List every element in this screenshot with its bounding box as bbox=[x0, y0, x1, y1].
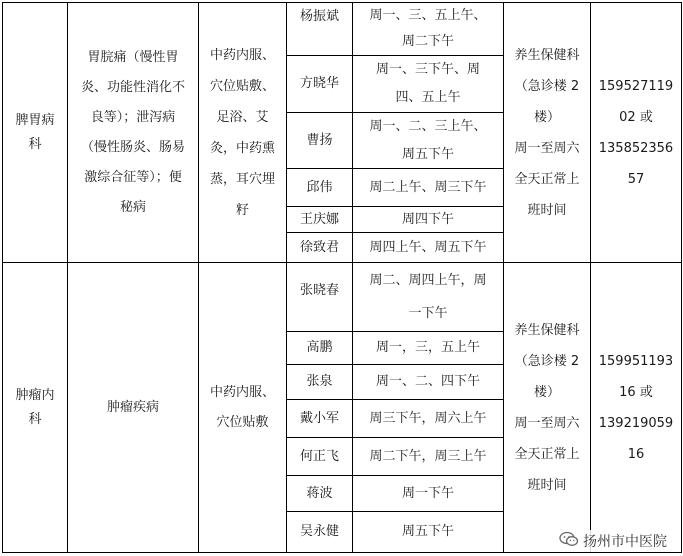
doctor-schedule: 周三下午，周六上午 bbox=[369, 410, 487, 426]
watermark bbox=[555, 530, 671, 552]
phone-cell: 159951193 16 或 139219059 16 bbox=[598, 353, 674, 462]
doctor-name: 高鹏 bbox=[306, 340, 333, 355]
watermark-text: 扬州市中医院 bbox=[583, 534, 667, 550]
doctor-schedule: 周四下午 bbox=[401, 211, 454, 227]
department-cell: 肿瘤内 科 bbox=[15, 387, 55, 427]
diseases-cell: 胃脘痛（慢性胃 炎、功能性消化不 良等）；泄泻病 （慢性肠炎、肠易 激综合征等）；便 秘病 bbox=[80, 49, 185, 215]
doctor-name: 王庆娜 bbox=[299, 211, 339, 227]
doctor-schedule: 周四上午、周五下午 bbox=[369, 239, 487, 255]
doctor-name: 何正飞 bbox=[299, 448, 339, 464]
phone-cell: 159527119 02 或 135852356 57 bbox=[598, 78, 674, 187]
location-cell: 养生保健科 （急诊楼 2 楼） 周一至周六 全天正常上 班时间 bbox=[514, 47, 580, 218]
doctor-schedule: 周二下午，周三上午 bbox=[369, 448, 487, 464]
table-border-bottom bbox=[2, 552, 681, 553]
treatment-cell: 中药内服、 穴位贴敷 bbox=[209, 384, 275, 430]
treatment-cell: 中药内服、 穴位贴敷、 足浴、艾 灸，中药熏 蒸，耳穴埋 籽 bbox=[209, 47, 275, 218]
doctor-name: 徐致君 bbox=[299, 239, 339, 255]
table-border-right bbox=[681, 2, 682, 553]
diseases-cell: 肿瘤疾病 bbox=[106, 399, 159, 415]
location-cell: 养生保健科 （急诊楼 2 楼） 周一至周六 全天正常上 班时间 bbox=[514, 322, 580, 493]
wechat-icon bbox=[559, 531, 579, 551]
doctor-schedule: 周一，三，五上午 bbox=[375, 340, 480, 355]
doctor-name: 戴小军 bbox=[299, 410, 339, 426]
doctor-schedule: 周二上午、周三下午 bbox=[369, 179, 487, 195]
doctor-name: 方晓华 bbox=[299, 76, 339, 91]
doctor-schedule: 周一、三下午、周 四、五上午 bbox=[375, 62, 480, 105]
doctor-schedule: 周一、三、五上午、 周二下午 bbox=[369, 8, 487, 49]
doctor-schedule: 周二、周四上午，周 一下午 bbox=[369, 273, 487, 321]
doctor-schedule: 周五下午 bbox=[401, 524, 454, 539]
doctor-schedule: 周一、二、三上午、 周五下午 bbox=[369, 118, 487, 162]
doctor-name: 张泉 bbox=[306, 374, 333, 389]
doctor-name: 曹扬 bbox=[306, 132, 333, 148]
doctor-name: 邱伟 bbox=[306, 179, 333, 195]
doctor-schedule: 周一、二、四下午 bbox=[375, 374, 480, 389]
doctor-name: 杨振斌 bbox=[299, 9, 339, 24]
doctor-name: 张晓春 bbox=[299, 283, 339, 298]
doctor-name: 蒋波 bbox=[306, 485, 333, 501]
doctor-schedule: 周一下午 bbox=[401, 485, 454, 501]
doctor-name: 吴永健 bbox=[299, 524, 339, 539]
department-cell: 脾胃病 科 bbox=[15, 112, 55, 152]
